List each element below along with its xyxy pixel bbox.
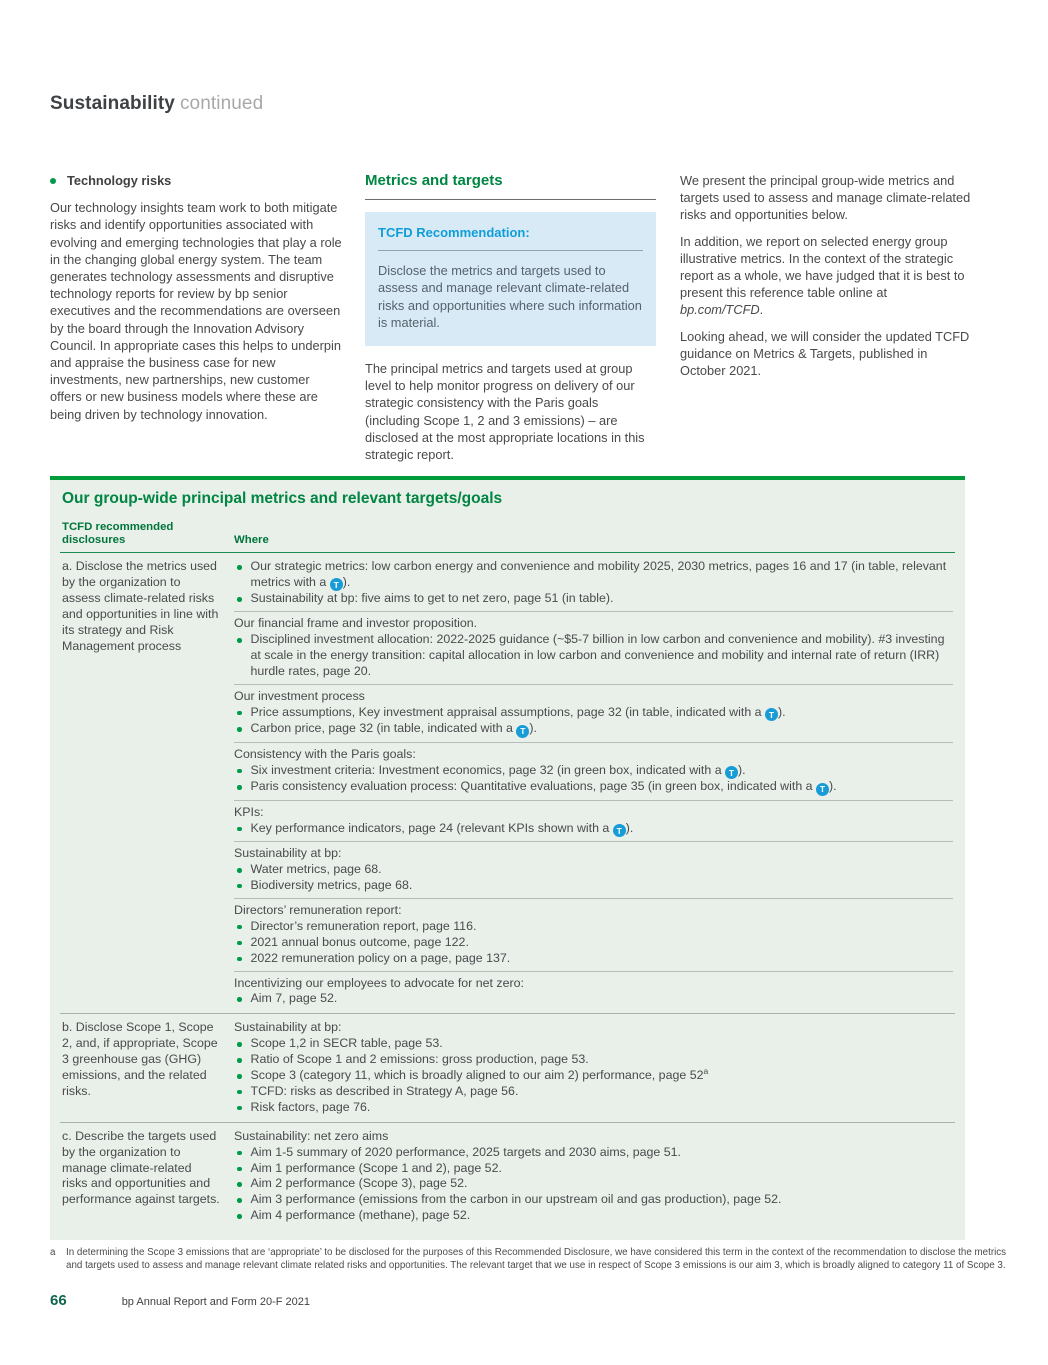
where-bullet [234,1036,953,1052]
where-bullet-text: Paris consistency evaluation process: Quantitative evaluations, page 35 (in green box, indicated with a T ). [250,779,837,795]
where-bullet [234,1052,953,1068]
page-footer [50,1292,310,1309]
tcfd-t-icon: T [516,725,529,738]
bullet-icon [237,727,242,732]
footnote-marker: a [50,1247,56,1258]
column-metrics-and-targets [365,172,656,472]
paragraph-2-period: . [759,302,764,318]
bullet-icon [237,1058,242,1063]
where-group-intro: Directors’ remuneration report: [234,902,402,917]
where-cell [234,1129,953,1224]
bullet-icon [237,1042,242,1047]
bullet-icon [237,1214,242,1219]
where-bullet-text: Aim 7, page 52. [250,991,338,1006]
bullet-icon [237,868,242,873]
where-bullet [234,919,953,935]
bullet-icon [237,1090,242,1095]
bullet-icon [237,1106,242,1111]
where-group-intro: Incentivizing our employees to advocate for net zero: [234,975,524,990]
where-bullet [234,1065,953,1084]
disclosure-cell: a. Disclose the metrics used by the organization to assess climate-related risks and opportunities in line with its strategy and Risk Management process [62,559,219,653]
bullet-icon [237,1151,242,1156]
tcfd-t-icon: T [330,578,343,591]
tcfd-t-icon: T [613,824,626,837]
bullet-icon [237,925,242,930]
footnote [50,1246,1012,1273]
where-bullet [234,591,953,607]
where-bullet-text: Director’s remuneration report, page 116. [250,918,477,933]
report-title: bp Annual Report and Form 20-F 2021 [121,1296,311,1308]
paragraph-2-text: In addition, we report on selected energy group illustrative metrics. In the context of the strategic report as a whole, we have judged that it is best to present this reference table online at [680,233,965,301]
where-bullet [234,763,953,780]
where-bullet [234,862,953,878]
section-title-suffix: continued [179,93,264,114]
tcfd-t-icon: T [765,708,778,721]
where-group [234,1129,953,1224]
disclosure-cell: b. Disclose Scope 1, Scope 2, and, if appropriate, Scope 3 greenhouse gas (GHG) emissions, and the related risks. [62,1020,218,1098]
where-bullet-text: Risk factors, page 76. [250,1099,371,1114]
where-group [234,611,953,680]
bullet-icon [237,957,242,962]
table-header-where: Where [234,534,269,546]
where-bullet [234,779,953,796]
bullet-icon [237,997,242,1002]
tcfd-url-link[interactable]: bp.com/TCFD [680,302,760,318]
metrics-paragraph: The principal metrics and targets used at group level to help monitor progress on delivery of our strategic consistency with the Paris goals (including Scope 1, 2 and 3 emissions) – are disclosed at the most appropriate locations in this strategic report. [365,361,645,463]
where-group-intro: Our financial frame and investor proposition. [234,616,478,631]
where-bullet [234,821,953,838]
technology-risks-heading [50,172,343,189]
where-bullet-text: Biodiversity metrics, page 68. [250,877,413,892]
where-bullet [234,632,953,680]
where-bullet-text: Price assumptions, Key investment appraisal assumptions, page 32 (in table, indicated with a T ). [250,704,786,720]
section-title: Sustainability [50,93,175,114]
where-bullet-text: Ratio of Scope 1 and 2 emissions: gross production, page 53. [250,1052,589,1067]
where-bullet [234,1161,953,1177]
where-bullet-text: Carbon price, page 32 (in table, indicated with a T ). [250,721,537,737]
where-bullet-text: 2022 remuneration policy on a page, page 137. [250,950,511,965]
metrics-and-targets-heading: Metrics and targets [365,172,656,200]
where-bullet-text: Water metrics, page 68. [250,862,382,877]
where-bullet [234,1176,953,1192]
where-bullet-text: 2021 annual bonus outcome, page 122. [250,934,469,949]
bullet-icon [237,1182,242,1187]
where-bullet [234,705,953,722]
where-bullet-text: Aim 2 performance (Scope 3), page 52. [250,1176,468,1191]
footnote-text: In determining the Scope 3 emissions that are ‘appropriate’ to be disclosed for the purposes of this Recommended Disclosure, we have considered this term in the context of the recommendation to disclose the metrics and targets used to assess and manage relevant climate related risks and opportunities. The relevant target that we use in respect of Scope 3 emissions is our aim 3, which is broadly aligned to category 11 of Scope 3. [66,1247,1007,1272]
where-bullet [234,1100,953,1116]
where-bullet [234,721,953,738]
group-metrics-paragraph-2 [680,233,972,319]
where-bullet-text: Aim 3 performance (emissions from the carbon in our upstream oil and gas production), page 52. [250,1192,782,1207]
technology-risks-paragraph: Our technology insights team work to both mitigate risks and identify opportunities associated with evolving and emerging technologies that play a role in the changing global energy system. The team generates technology assessments and disruptive technology reports for review by bp senior executives and the recommendations are overseen by the board through the Innovation Advisory Council. In appropriate cases this helps to underpin and appraise the business case for new investments, new partnerships, new customer offers or new business models where these are being driven by technology innovation. [50,200,342,422]
table-row [60,553,955,1013]
where-bullet [234,935,953,951]
where-group-intro: Our investment process [234,688,365,703]
where-bullet-text: Aim 4 performance (methane), page 52. [250,1208,471,1223]
where-group-intro: Sustainability at bp: [234,1020,342,1035]
section-header [50,93,263,115]
footnote-ref-a: a [703,1065,709,1076]
column-group-wide-metrics [680,172,972,388]
bullet-icon [237,1198,242,1203]
where-group [234,800,953,837]
where-bullet-text: TCFD: risks as described in Strategy A, page 56. [250,1083,519,1098]
bullet-icon [237,1074,242,1079]
bullet-icon [237,785,242,790]
tcfd-recommendation-box [365,212,656,346]
tcfd-t-icon: T [816,783,829,796]
where-bullet [234,1192,953,1208]
where-cell [234,1020,953,1115]
where-group [234,559,953,607]
table-header-row [60,508,955,553]
where-group [234,898,953,967]
where-bullet-text: Aim 1-5 summary of 2020 performance, 2025 targets and 2030 aims, page 51. [250,1144,681,1159]
where-bullet [234,559,953,591]
bullet-icon [237,1167,242,1172]
group-metrics-paragraph-1: We present the principal group-wide metrics and targets used to assess and manage climate-related risks and opportunities below. [680,173,971,223]
table-row [60,1013,955,1121]
where-group [234,684,953,738]
where-bullet-text: Scope 1,2 in SECR table, page 53. [250,1036,443,1051]
where-group [234,742,953,796]
where-bullet-text: Sustainability at bp: five aims to get to net zero, page 51 (in table). [250,591,614,606]
where-bullet-text: Disciplined investment allocation: 2022-2025 guidance (~$5-7 billion in low carbon and convenience and mobility). #3 investing at scale in the energy transition: capital allocation in low carbon and convenience and mobility and internal rate of return (IRR) hurdle rates, page 20. [250,632,945,679]
where-bullet-text: Key performance indicators, page 24 (relevant KPIs shown with a T ). [250,820,634,836]
bullet-icon [237,884,242,889]
bullet-icon [237,941,242,946]
bullet-icon [237,597,242,602]
where-group [234,841,953,894]
metrics-targets-table [50,476,965,1240]
where-bullet-text: Scope 3 (category 11, which is broadly aligned to our aim 2) performance, page 52$^a$ [250,1065,709,1083]
where-bullet-text: Aim 1 performance (Scope 1 and 2), page 52. [250,1160,502,1175]
column-technology-risks [50,172,343,432]
page-number: 66 [50,1292,67,1309]
disclosure-cell: c. Describe the targets used by the organization to manage climate-related risks and opportunities and performance against targets. [62,1128,220,1207]
tcfd-t-icon: T [725,766,738,779]
where-bullet [234,991,953,1007]
technology-risks-heading-label: Technology risks [67,173,172,188]
where-bullet [234,1084,953,1100]
where-group [234,1020,953,1115]
table-row [60,1122,955,1230]
where-bullet-text: Our strategic metrics: low carbon energy and convenience and mobility 2025, 2030 metrics, pages 16 and 17 (in table, relevant metrics with a T ). [250,559,947,590]
where-bullet [234,878,953,894]
table-title: Our group-wide principal metrics and relevant targets/goals [62,490,503,507]
where-group [234,971,953,1008]
tcfd-recommendation-body: Disclose the metrics and targets used to assess and manage relevant climate-related risks and opportunities where such information is material. [378,263,642,330]
where-bullet [234,1208,953,1224]
where-cell [234,559,953,1007]
table-header-disclosures: TCFD recommended disclosures [62,521,174,546]
bullet-icon [237,711,242,716]
bullet-icon [237,827,242,832]
bullet-icon [237,565,242,570]
where-group-intro: Consistency with the Paris goals: [234,746,416,761]
bullet-icon [50,178,56,184]
where-group-intro: KPIs: [234,804,264,819]
metrics-table-rows [60,553,955,1230]
group-metrics-paragraph-3: Looking ahead, we will consider the updated TCFD guidance on Metrics & Targets, published in October 2021. [680,328,970,379]
where-group-intro: Sustainability at bp: [234,846,342,861]
where-group-intro: Sustainability: net zero aims [234,1128,389,1143]
where-bullet [234,1145,953,1161]
bullet-icon [237,769,242,774]
where-bullet [234,951,953,967]
tcfd-recommendation-title: TCFD Recommendation: [378,224,643,251]
bullet-icon [237,638,242,643]
where-bullet-text: Six investment criteria: Investment economics, page 32 (in green box, indicated with a T ). [250,762,746,778]
